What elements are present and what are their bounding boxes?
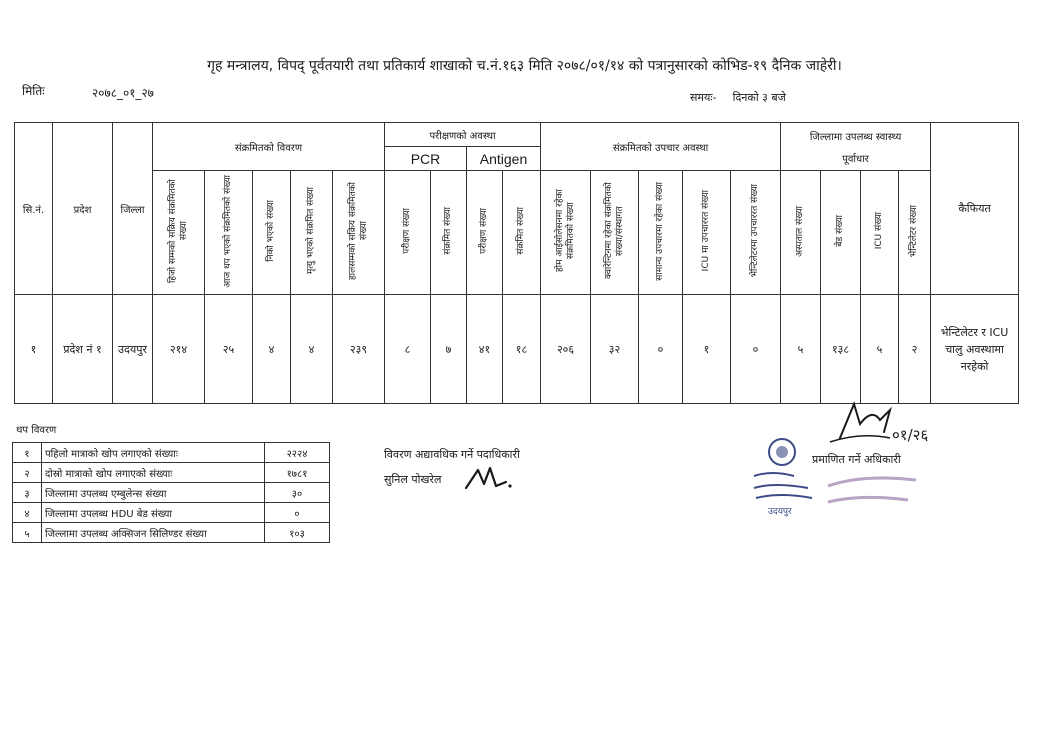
col-header: आज थप भएको संक्रमितको संख्या xyxy=(223,174,233,288)
row-cell: ४ xyxy=(253,295,291,404)
table-row xyxy=(15,295,1019,404)
row-label: पहिलो मात्राको खोप लगाएको संख्याः xyxy=(42,443,265,463)
col-header: बेड संख्या xyxy=(835,215,846,247)
row-cell: ८ xyxy=(385,295,431,404)
col-header: ICU मा उपचाररत संख्या xyxy=(701,190,712,272)
row-pradesh: प्रदेश नं १ xyxy=(53,295,113,404)
col-header: क्वारेन्टिनमा रहेका संक्रमितको संख्या/संस्थागत xyxy=(603,182,625,280)
row-cell: १३८ xyxy=(821,295,861,404)
row-cell: ० xyxy=(639,295,683,404)
row-sn: १ xyxy=(15,295,53,404)
col-header: अस्पताल संख्या xyxy=(795,205,806,257)
group-swasthya-purvadhar xyxy=(781,123,931,171)
col-header: ICU संख्या xyxy=(874,212,885,250)
col-header: परीक्षण संख्या xyxy=(402,208,412,254)
time-value: दिनको ३ बजे xyxy=(732,91,786,104)
row-value: १०३ xyxy=(265,523,330,543)
row-cell: ४ xyxy=(291,295,333,404)
header-sn: सि.नं. xyxy=(15,123,53,295)
date-label: मितिः xyxy=(22,84,45,98)
row-label: जिल्लामा उपलब्ध एम्बुलेन्स संख्या xyxy=(42,483,265,503)
stamp-text: उदयपुर xyxy=(768,507,792,517)
covid-report-table xyxy=(14,122,1019,404)
document-title: गृह मन्त्रालय, विपद् पूर्वतयारी तथा प्रतिकार्य शाखाको च.नं.१६३ मिति २०७८/०१/१४ को पत्रानुसारको कोभिड-१९ दैनिक जाहेरी। xyxy=(207,58,842,74)
group-sankramit-vivaran: संक्रमितको विवरण xyxy=(153,123,385,171)
row-number: ३ xyxy=(13,483,42,503)
row-label: जिल्लामा उपलब्ध अक्सिजन सिलिण्डर संख्या xyxy=(42,523,265,543)
row-cell: ५ xyxy=(861,295,899,404)
row-number: १ xyxy=(13,443,42,463)
group-upachar: संक्रमितको उपचार अवस्था xyxy=(541,123,781,171)
updating-officer-label: विवरण अद्यावधिक गर्ने पदाधिकारी xyxy=(384,448,520,461)
row-cell: १ xyxy=(683,295,731,404)
row-value: १७८१ xyxy=(265,463,330,483)
row-kaifiyat: भेन्टिलेटर र ICU चालु अवस्थामा नरहेको xyxy=(931,295,1019,404)
date-value: २०७८_०१_२७ xyxy=(92,86,154,100)
row-cell: ५ xyxy=(781,295,821,404)
certifying-officer-label: प्रमाणित गर्ने अधिकारी xyxy=(812,453,901,466)
signature-date: ०१/२६ xyxy=(892,426,929,444)
officer-name: सुनिल पोखरेल xyxy=(384,473,442,486)
signature-icon xyxy=(462,462,518,494)
col-header: भेन्टिलेटर संख्या xyxy=(909,204,920,258)
swasthya-line1: जिल्लामा उपलब्ध स्वास्थ्य xyxy=(809,131,902,143)
table-row xyxy=(13,523,330,543)
row-cell: २१४ xyxy=(153,295,205,404)
col-header: हिजो सम्मको सक्रिय संक्रमितको संख्या xyxy=(167,179,189,283)
additional-details-table xyxy=(12,442,330,543)
row-value: ३० xyxy=(265,483,330,503)
col-header: भेन्टिलेटरमा उपचाररत संख्या xyxy=(750,184,761,278)
row-value: २२२४ xyxy=(265,443,330,463)
row-cell: २३९ xyxy=(333,295,385,404)
col-header: मृत्यु भएको संक्रमित संख्या xyxy=(306,187,316,275)
time-label: समयः- xyxy=(690,91,717,104)
col-header: संक्रमित संख्या xyxy=(443,207,453,255)
row-cell: ४१ xyxy=(467,295,503,404)
group-parikshan: परीक्षणको अवस्था xyxy=(385,123,541,147)
row-jilla: उदयपुर xyxy=(113,295,153,404)
header-pradesh: प्रदेश xyxy=(53,123,113,295)
row-cell: २ xyxy=(899,295,931,404)
additional-details-title: थप विवरण xyxy=(16,425,57,436)
row-label: दोस्रो मात्राको खोप लगाएको संख्याः xyxy=(42,463,265,483)
table-row xyxy=(13,463,330,483)
row-cell: ० xyxy=(731,295,781,404)
row-value: ० xyxy=(265,503,330,523)
header-jilla: जिल्ला xyxy=(113,123,153,295)
col-header: हालसम्मको सक्रिय संक्रमितको संख्या xyxy=(347,182,369,280)
table-row xyxy=(13,483,330,503)
col-header: परीक्षण संख्या xyxy=(479,208,489,254)
row-number: २ xyxy=(13,463,42,483)
row-number: ४ xyxy=(13,503,42,523)
row-number: ५ xyxy=(13,523,42,543)
swasthya-line2: पूर्वाधार xyxy=(842,153,869,165)
col-header: निको भएको संख्या xyxy=(266,200,276,262)
col-header: संक्रमित संख्या xyxy=(516,207,527,255)
row-cell: ३२ xyxy=(591,295,639,404)
row-cell: १८ xyxy=(503,295,541,404)
col-header: होम आईसोलेसनमा रहेका संक्रमितको संख्या xyxy=(554,189,576,273)
row-cell: २५ xyxy=(205,295,253,404)
row-cell: २०६ xyxy=(541,295,591,404)
group-antigen: Antigen xyxy=(467,147,541,171)
row-cell: ७ xyxy=(431,295,467,404)
table-row xyxy=(13,503,330,523)
certifying-signature-icon xyxy=(820,398,950,458)
table-row xyxy=(13,443,330,463)
time-info xyxy=(690,90,802,105)
col-header: सामान्य उपचारमा रहेका संख्या xyxy=(655,181,666,281)
group-pcr: PCR xyxy=(385,147,467,171)
row-label: जिल्लामा उपलब्ध HDU बेड संख्या xyxy=(42,503,265,523)
header-kaifiyat: कैफियत xyxy=(931,123,1019,295)
